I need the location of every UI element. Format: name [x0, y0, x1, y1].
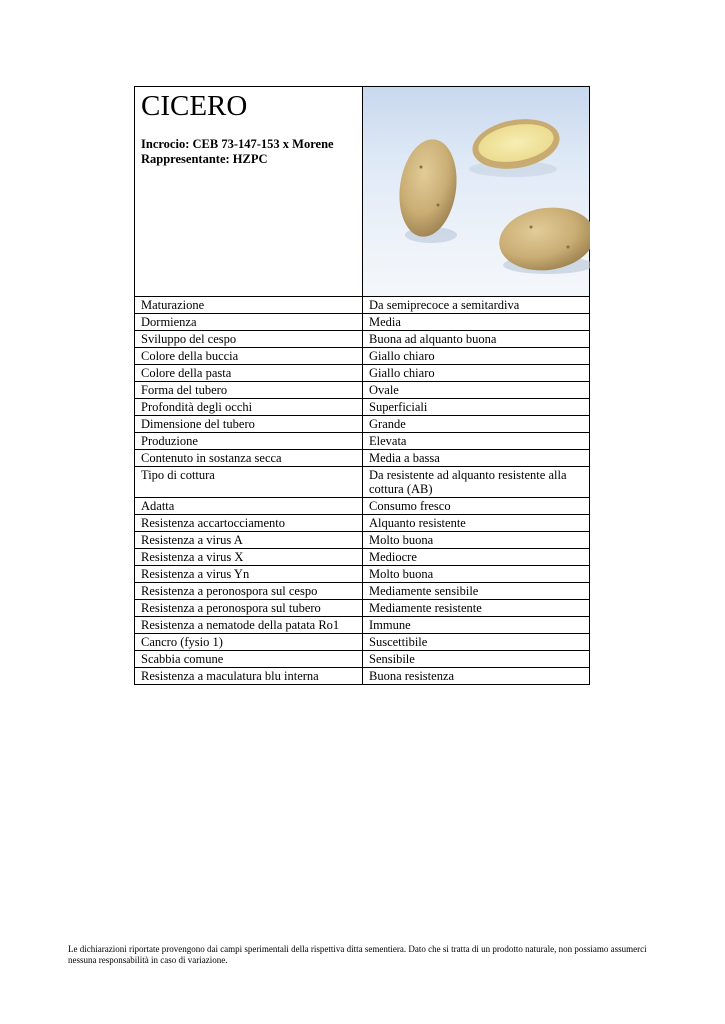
table-row [135, 600, 590, 617]
table-row [135, 634, 590, 651]
tuber-eye [420, 166, 423, 169]
property-label: Produzione [135, 433, 363, 450]
table-row [135, 331, 590, 348]
variety-sheet [134, 86, 590, 685]
table-row [135, 668, 590, 685]
variety-title: CICERO [141, 90, 248, 122]
table-row [135, 467, 590, 498]
table-row [135, 651, 590, 668]
property-label: Profondità degli occhi [135, 399, 363, 416]
property-value: Media a bassa [363, 450, 590, 467]
property-value: Molto buona [363, 532, 590, 549]
table-row [135, 450, 590, 467]
property-value: Consumo fresco [363, 498, 590, 515]
variety-header [134, 86, 590, 297]
property-value: Mediamente sensibile [363, 583, 590, 600]
property-value: Ovale [363, 382, 590, 399]
property-label: Dormienza [135, 314, 363, 331]
cross-info: Incrocio: CEB 73-147-153 x Morene [141, 137, 334, 151]
representative-info: Rappresentante: HZPC [141, 152, 268, 166]
tuber-eye [437, 204, 440, 207]
property-value: Suscettibile [363, 634, 590, 651]
table-row [135, 617, 590, 634]
table-row [135, 515, 590, 532]
property-label: Colore della buccia [135, 348, 363, 365]
property-value: Buona ad alquanto buona [363, 331, 590, 348]
property-value: Da semiprecoce a semitardiva [363, 297, 590, 314]
table-row [135, 532, 590, 549]
property-value: Da resistente ad alquanto resistente alla cottura (AB) [363, 467, 590, 498]
table-row [135, 297, 590, 314]
property-label: Resistenza a virus Yn [135, 566, 363, 583]
property-value: Grande [363, 416, 590, 433]
property-value: Mediamente resistente [363, 600, 590, 617]
table-row [135, 498, 590, 515]
property-value: Buona resistenza [363, 668, 590, 685]
potato-photo [363, 87, 589, 296]
property-label: Forma del tubero [135, 382, 363, 399]
property-label: Contenuto in sostanza secca [135, 450, 363, 467]
property-label: Cancro (fysio 1) [135, 634, 363, 651]
property-label: Scabbia comune [135, 651, 363, 668]
property-value: Mediocre [363, 549, 590, 566]
property-label: Adatta [135, 498, 363, 515]
disclaimer: Le dichiarazioni riportate provengono dai campi sperimentali della rispettiva ditta sementiera. Dato che si tratta di un prodotto naturale, non possiamo assumerci nessuna responsabilità in caso di variazione. [68, 944, 647, 965]
property-label: Sviluppo del cespo [135, 331, 363, 348]
table-row [135, 382, 590, 399]
property-label: Resistenza accartocciamento [135, 515, 363, 532]
property-value: Molto buona [363, 566, 590, 583]
property-label: Tipo di cottura [135, 467, 363, 498]
property-label: Resistenza a maculatura blu interna [135, 668, 363, 685]
potato-tuber-whole [393, 136, 462, 241]
property-value: Alquanto resistente [363, 515, 590, 532]
properties-table [134, 296, 590, 685]
table-row [135, 583, 590, 600]
property-label: Maturazione [135, 297, 363, 314]
property-label: Dimensione del tubero [135, 416, 363, 433]
property-value: Superficiali [363, 399, 590, 416]
property-label: Resistenza a peronospora sul cespo [135, 583, 363, 600]
table-row [135, 399, 590, 416]
property-value: Media [363, 314, 590, 331]
tuber-eye [530, 226, 533, 229]
property-value: Immune [363, 617, 590, 634]
potato-photo-image [363, 87, 590, 296]
property-label: Resistenza a nematode della patata Ro1 [135, 617, 363, 634]
table-row [135, 549, 590, 566]
table-row [135, 566, 590, 583]
property-value: Sensibile [363, 651, 590, 668]
variety-info [135, 87, 363, 296]
property-label: Resistenza a virus X [135, 549, 363, 566]
property-label: Resistenza a virus A [135, 532, 363, 549]
table-row [135, 365, 590, 382]
table-row [135, 433, 590, 450]
property-value: Giallo chiaro [363, 365, 590, 382]
table-row [135, 416, 590, 433]
table-row [135, 314, 590, 331]
tuber-eye [567, 246, 570, 249]
property-value: Giallo chiaro [363, 348, 590, 365]
property-label: Resistenza a peronospora sul tubero [135, 600, 363, 617]
property-label: Colore della pasta [135, 365, 363, 382]
table-row [135, 348, 590, 365]
property-value: Elevata [363, 433, 590, 450]
